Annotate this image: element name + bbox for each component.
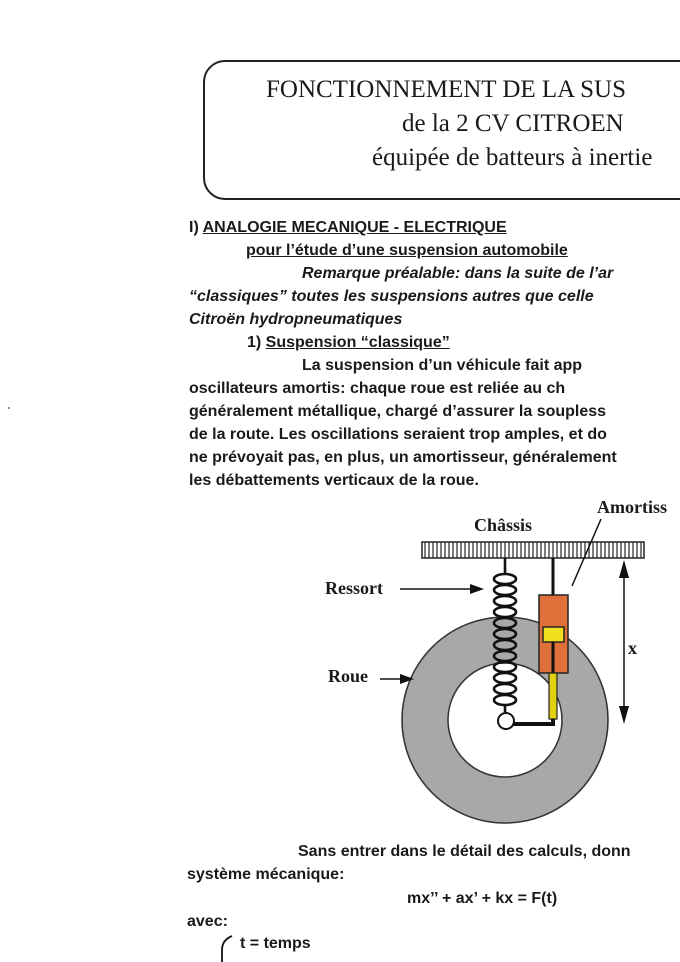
x-arrow-bottom: [619, 706, 629, 724]
ressort-arrowhead: [470, 584, 484, 594]
label-x: x: [628, 638, 637, 658]
paragraph-line: La suspension d’un véhicule fait app: [302, 357, 583, 374]
subsection-prefix: 1): [247, 334, 266, 351]
title-line-3: équipée de batteurs à inertie: [372, 144, 653, 171]
curly-brace: [210, 932, 240, 962]
paragraph2-line-1: Sans entrer dans le détail des calculs, donn: [298, 843, 631, 860]
axle-link: [510, 719, 553, 724]
damper-lower-rod: [549, 673, 557, 719]
title-line-1: FONCTIONNEMENT DE LA SUS: [266, 76, 626, 103]
label-amortisseur: Amortiss: [597, 497, 667, 517]
avec-item-1: t = temps: [240, 935, 311, 952]
remark-line-3: Citroën hydropneumatiques: [189, 311, 403, 328]
section-subheading: pour l’étude d’une suspension automobile: [246, 242, 568, 259]
wheel-hub: [498, 713, 514, 729]
section-prefix: I): [189, 219, 203, 236]
label-ressort: Ressort: [325, 578, 383, 598]
x-arrow-top: [619, 560, 629, 578]
chassis-bar: [422, 542, 644, 558]
paragraph-line: ne prévoyait pas, en plus, un amortisseur, généralement: [189, 449, 617, 466]
section-heading-text: ANALOGIE MECANIQUE - ELECTRIQUE: [202, 219, 507, 236]
damper-piston: [543, 627, 564, 642]
title-line-2: de la 2 CV CITROEN: [402, 110, 624, 137]
paragraph-line: les débattements verticaux de la roue.: [189, 472, 479, 489]
subsection-heading-text: Suspension “classique”: [265, 334, 450, 351]
label-chassis: Châssis: [474, 515, 533, 535]
equation: mx’’ + ax’ + kx = F(t): [407, 890, 558, 907]
paragraph-line: de la route. Les oscillations seraient trop amples, et do: [189, 426, 607, 443]
avec-label: avec:: [187, 913, 228, 930]
remark-line-1: Remarque préalable: dans la suite de l’ar: [302, 265, 614, 282]
paragraph-line: généralement métallique, chargé d’assurer la soupless: [189, 403, 607, 420]
paragraph-line: oscillateurs amortis: chaque roue est reliée au ch: [189, 380, 566, 397]
remark-line-2: “classiques” toutes les suspensions autres que celle: [189, 288, 594, 305]
paragraph2-line-2: système mécanique:: [187, 866, 345, 883]
label-roue: Roue: [328, 666, 368, 686]
